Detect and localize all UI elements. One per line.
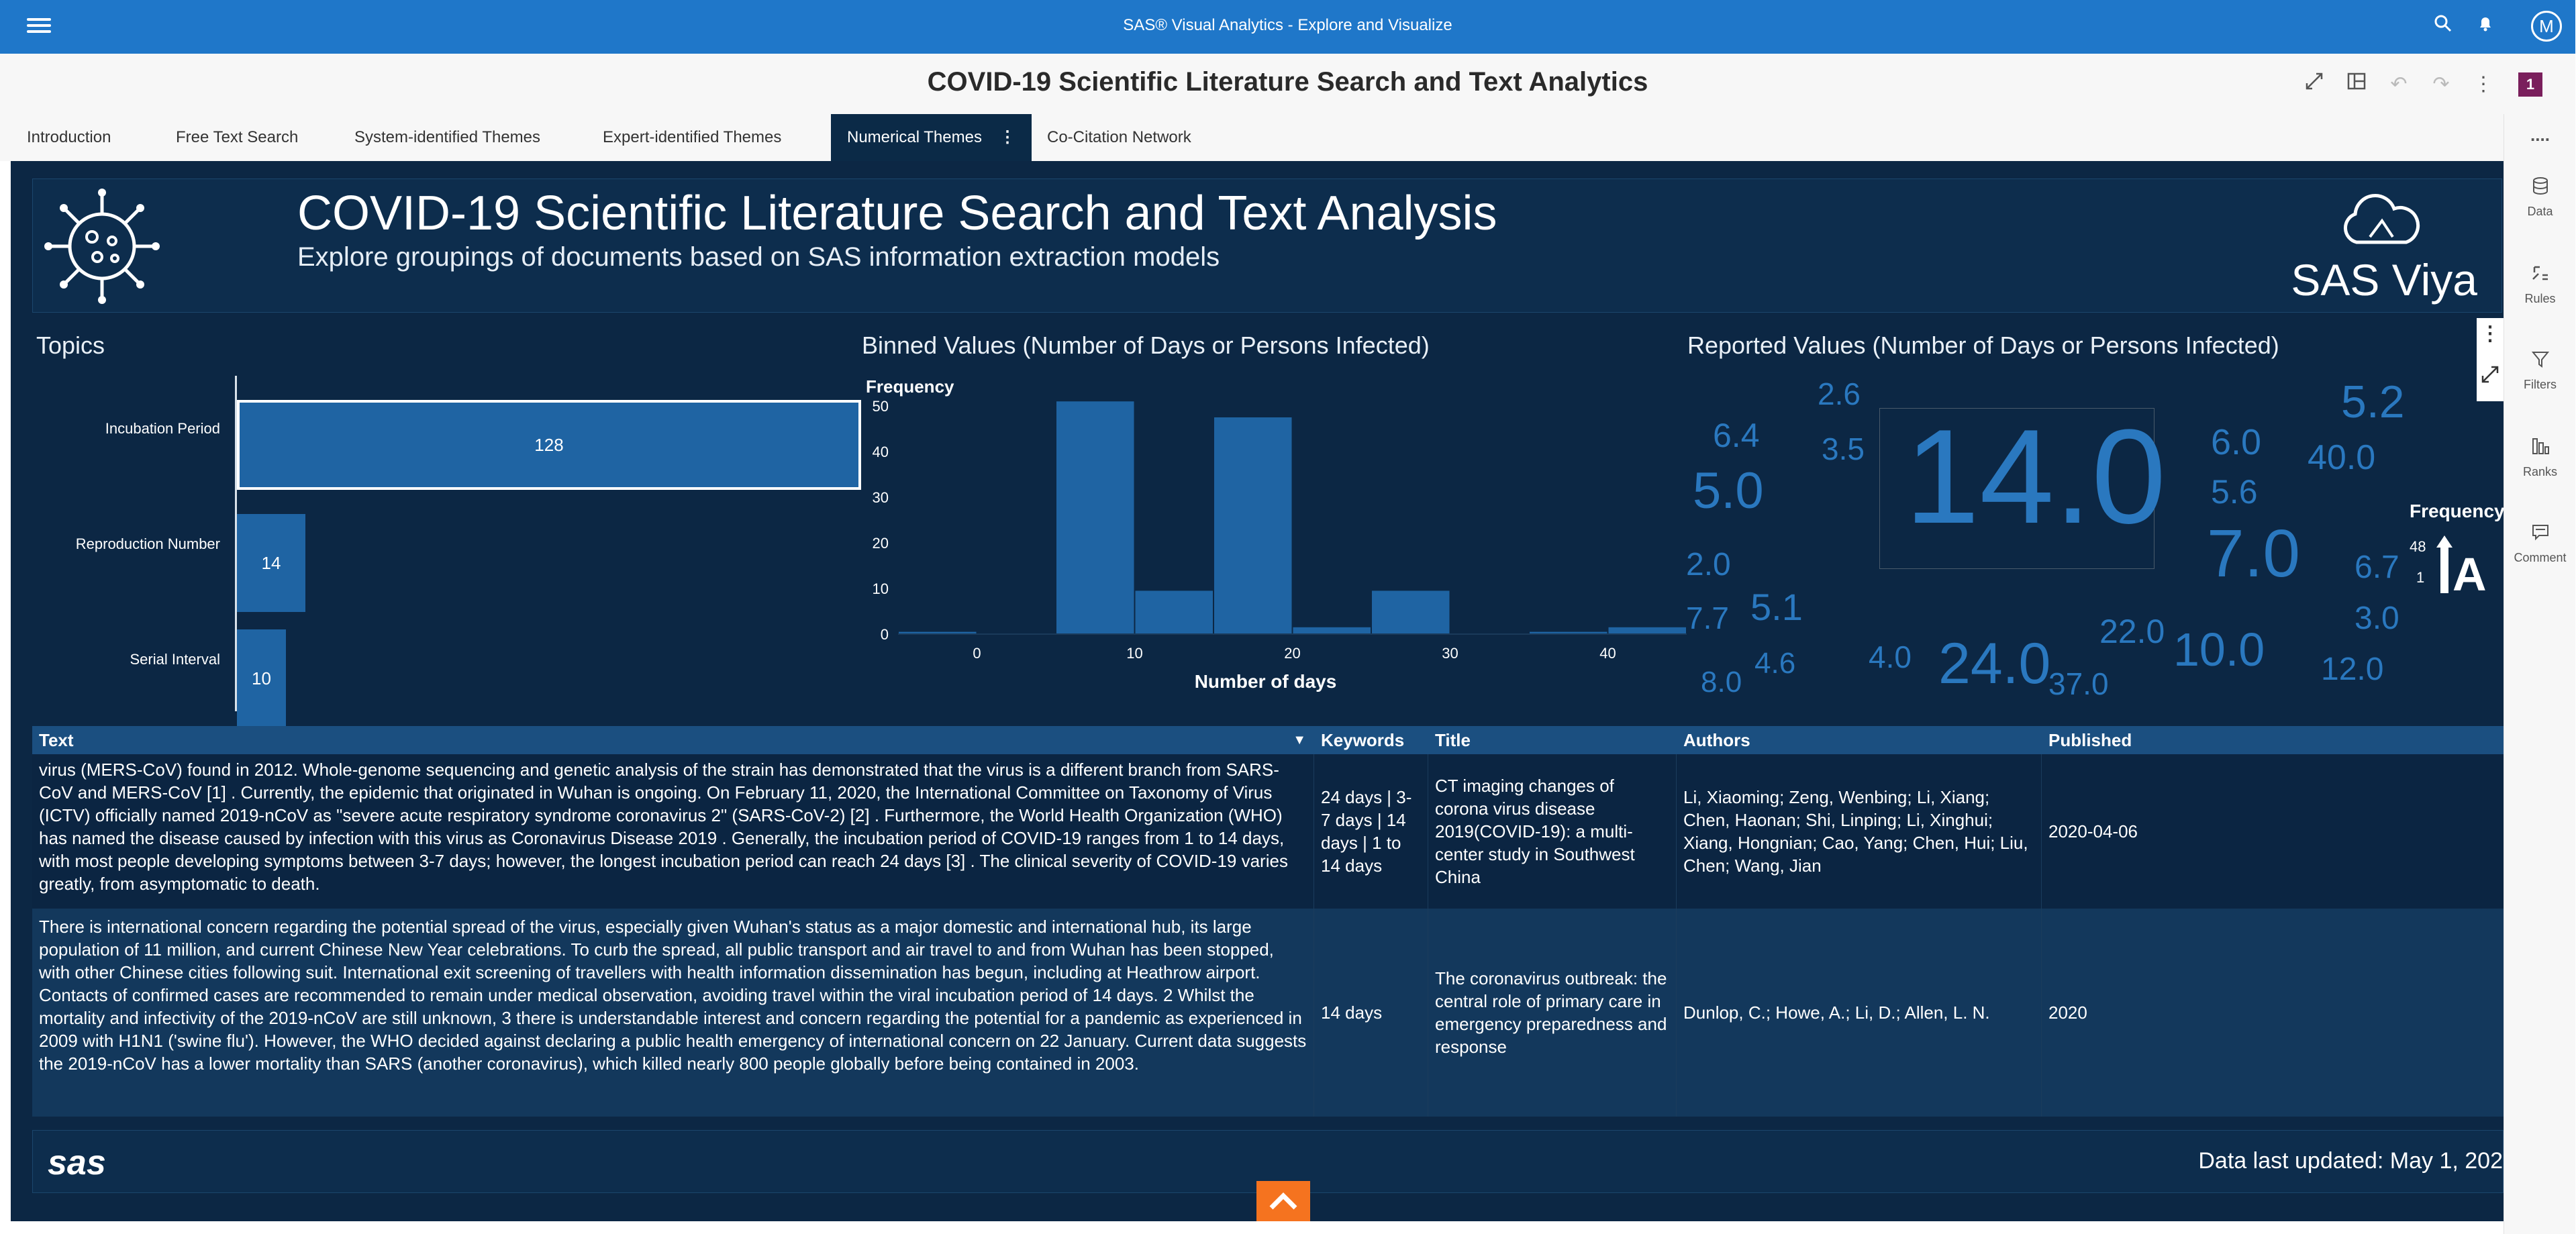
title-value: CT imaging changes of corona virus disease 2019(COVID-19): a multi-center study in Southwest China bbox=[1435, 776, 1635, 887]
topics-bar-chart[interactable] bbox=[32, 376, 864, 725]
right-rail bbox=[2504, 114, 2575, 1234]
frequency-legend-title: Frequency bbox=[2410, 501, 2505, 521]
chevron-up-icon bbox=[1256, 1181, 1310, 1221]
topics-title: Topics bbox=[36, 331, 105, 359]
expand-icon[interactable] bbox=[2301, 71, 2328, 98]
bar-serial-interval[interactable] bbox=[237, 629, 286, 727]
rail-label: Ranks bbox=[2522, 465, 2558, 478]
word-10-0[interactable]: 10.0 bbox=[2173, 623, 2265, 676]
bar-value: 10 bbox=[252, 668, 271, 688]
x-tick-label: 10 bbox=[1126, 645, 1143, 662]
app-title: SAS® Visual Analytics - Explore and Visualize bbox=[1123, 16, 1452, 34]
scroll-up-button[interactable] bbox=[1256, 1181, 1310, 1221]
bar-incubation-period[interactable] bbox=[237, 400, 861, 490]
word-4-0[interactable]: 4.0 bbox=[1869, 639, 1912, 674]
bar-value: 128 bbox=[534, 435, 564, 455]
histogram-bar[interactable] bbox=[1372, 590, 1450, 634]
data-updated-text: Data last updated: May 1, 202 bbox=[2198, 1148, 2503, 1174]
col-text-label: Text bbox=[39, 730, 74, 750]
tab-label: Numerical Themes bbox=[847, 128, 982, 146]
documents-table bbox=[32, 726, 2504, 1127]
col-published[interactable]: Published bbox=[2048, 730, 2132, 750]
rail-filters[interactable] bbox=[2504, 349, 2576, 392]
y-tick-label: 30 bbox=[872, 489, 889, 506]
word-5-1[interactable]: 5.1 bbox=[1750, 586, 1803, 628]
sas-viya-logo: SAS Viya bbox=[2291, 255, 2477, 305]
cell-keywords bbox=[1314, 909, 1428, 1117]
x-tick-label: 30 bbox=[1442, 645, 1458, 662]
word-37-0[interactable]: 37.0 bbox=[2048, 666, 2109, 701]
bar-label-serial: Serial Interval bbox=[130, 651, 220, 668]
redo-icon[interactable]: ↷ bbox=[2432, 73, 2450, 95]
report-title: COVID-19 Scientific Literature Search and Text Analytics bbox=[927, 67, 1648, 97]
word-6-0[interactable]: 6.0 bbox=[2211, 422, 2262, 462]
object-more-icon[interactable]: ⋮ bbox=[2480, 323, 2500, 345]
reported-title: Reported Values (Number of Days or Persons Infected) bbox=[1687, 331, 2279, 359]
dashboard-canvas bbox=[11, 161, 2504, 1221]
rail-data[interactable] bbox=[2504, 176, 2576, 219]
table-header bbox=[32, 726, 2504, 754]
y-tick-label: 0 bbox=[880, 626, 889, 643]
cloud-logo-icon bbox=[2336, 190, 2424, 250]
comment-icon bbox=[2504, 522, 2576, 547]
font-size-legend-icon bbox=[2435, 534, 2487, 601]
word-5-6[interactable]: 5.6 bbox=[2211, 473, 2258, 511]
undo-icon[interactable]: ↶ bbox=[2390, 73, 2408, 95]
x-tick-label: 0 bbox=[973, 645, 981, 662]
rules-icon bbox=[2504, 263, 2576, 288]
word-14-0[interactable]: 14.0 bbox=[1905, 402, 2167, 552]
word-2-6[interactable]: 2.6 bbox=[1818, 376, 1861, 411]
rail-label: Comment bbox=[2514, 551, 2567, 564]
tab-expert-identified-themes[interactable]: Expert-identified Themes bbox=[603, 128, 782, 146]
maximize-icon[interactable] bbox=[2481, 365, 2499, 384]
word-22-0[interactable]: 22.0 bbox=[2099, 613, 2165, 650]
sas-logo: sas bbox=[48, 1143, 106, 1182]
word-7-7[interactable]: 7.7 bbox=[1686, 601, 1729, 635]
cell-title bbox=[1428, 909, 1677, 1117]
data-icon bbox=[2504, 176, 2576, 201]
dashboard-title: COVID-19 Scientific Literature Search and Text Analysis bbox=[297, 187, 1497, 240]
cell-authors bbox=[1677, 754, 2042, 909]
more-icon[interactable]: ⋮ bbox=[2473, 73, 2493, 95]
col-authors[interactable]: Authors bbox=[1683, 730, 1750, 750]
page-badge[interactable]: 1 bbox=[2518, 72, 2542, 97]
tab-more-icon[interactable]: ⋮ bbox=[999, 128, 1015, 146]
y-tick-label: 10 bbox=[872, 580, 889, 597]
bar-label-incubation: Incubation Period bbox=[105, 420, 220, 437]
histogram-bar[interactable] bbox=[1214, 417, 1292, 634]
word-5-0[interactable]: 5.0 bbox=[1693, 462, 1764, 519]
y-tick-label: 40 bbox=[872, 444, 889, 460]
cell-text: There is international concern regarding the potential spread of the virus, especially given Wuhan's status as a major domestic and international hub, its large population of 11 million, and current Chinese New Year celebrations. To curb the spread, all public transport and air travel to and from Wuhan has been stopped, with other Chinese cities following suit. International exit screening of travellers with health information dissemination has begun, including at Heathrow airport. Contacts of confirmed cases are recommended to remain under medical observation, avoiding travel within the viral incubation period of 14 days. 2 Whilst the mortality and infectivity of the 2019-nCoV are still unknown, 3 there is understandable interest and concern regarding the potential for a pandemic as experienced in 2009 with H1N1 ('swine flu'). However, the WHO decided against declaring a public health emergency of international concern on 22 January. Current data suggests the 2019-nCoV has a lower mortality than SARS (another coronavirus), which killed nearly 800 people globally before being contained in 2003. bbox=[32, 909, 1314, 1117]
app-bar bbox=[0, 0, 2575, 54]
report-tabs bbox=[0, 114, 2504, 161]
rail-ranks[interactable] bbox=[2504, 436, 2576, 479]
title-value: The coronavirus outbreak: the central role of primary care in emergency preparedness and response bbox=[1435, 968, 1667, 1057]
word-40-0[interactable]: 40.0 bbox=[2308, 438, 2376, 477]
cell-keywords bbox=[1314, 754, 1428, 909]
cell-published bbox=[2042, 754, 2504, 909]
word-3-0[interactable]: 3.0 bbox=[2355, 601, 2399, 636]
filter-icon bbox=[2504, 349, 2576, 374]
word-7-0[interactable]: 7.0 bbox=[2207, 516, 2301, 591]
x-tick-label: 20 bbox=[1284, 645, 1301, 662]
dashboard-subtitle: Explore groupings of documents based on SAS information extraction models bbox=[297, 242, 1220, 272]
rail-label: Filters bbox=[2524, 378, 2557, 391]
reported-word-cloud[interactable] bbox=[1683, 376, 2502, 725]
dashboard-header bbox=[32, 178, 2502, 313]
histogram-bar[interactable] bbox=[1136, 590, 1213, 634]
keywords-value: 24 days | 3-7 days | 14 days | 1 to 14 days bbox=[1321, 787, 1412, 876]
search-icon[interactable] bbox=[2430, 13, 2457, 40]
avatar[interactable]: M bbox=[2531, 11, 2562, 42]
rail-label: Data bbox=[2527, 205, 2553, 218]
word-8-0[interactable]: 8.0 bbox=[1701, 666, 1742, 699]
tab-free-text-search[interactable]: Free Text Search bbox=[176, 128, 299, 146]
published-value: 2020 bbox=[2048, 1002, 2087, 1023]
svg-text:A: A bbox=[2453, 548, 2487, 601]
sort-desc-icon[interactable]: ▼ bbox=[1293, 733, 1306, 748]
word-6-7[interactable]: 6.7 bbox=[2355, 550, 2399, 585]
legend-min: 1 bbox=[2416, 569, 2425, 586]
tab-co-citation-network[interactable]: Co-Citation Network bbox=[1047, 128, 1191, 146]
cell-title bbox=[1428, 754, 1677, 909]
keywords-value: 14 days bbox=[1321, 1002, 1383, 1023]
rail-label: Rules bbox=[2524, 292, 2556, 305]
tab-introduction[interactable]: Introduction bbox=[27, 128, 111, 146]
cell-text: virus (MERS-CoV) found in 2012. Whole-genome sequencing and genetic analysis of the strain has demonstrated that the virus is a different branch from SARS-CoV and MERS-CoV [1] . Currently, the epidemic that originated in Wuhan is ongoing. On February 11, 2020, the International Committee on Taxonomy of Virus (ICTV) officially named 2019-nCoV as "severe acute respiratory syndrome coronavirus 2" (SARS-CoV-2) [2] . Furthermore, the World Health Organization (WHO) has named the disease caused by infection with this virus as Coronavirus Disease 2019 . Generally, the incubation period of COVID-19 ranges from 1 to 14 days, with most people developing symptoms between 3-7 days; however, the longest incubation period can reach 24 days [3] . The clinical severity of COVID-19 varies greatly, from asymptomatic to death. bbox=[32, 754, 1314, 909]
cell-published bbox=[2042, 909, 2504, 1117]
legend-max: 48 bbox=[2410, 538, 2426, 555]
bar-label-reproduction: Reproduction Number bbox=[75, 535, 220, 552]
table-row[interactable] bbox=[32, 754, 2504, 909]
object-toolbar bbox=[2477, 318, 2504, 401]
col-text[interactable] bbox=[32, 726, 1314, 754]
bell-icon[interactable] bbox=[2472, 13, 2499, 40]
x-tick-label: 40 bbox=[1599, 645, 1616, 662]
histogram-bar[interactable] bbox=[1056, 401, 1134, 634]
rail-rules[interactable] bbox=[2504, 263, 2576, 306]
histogram-bar[interactable] bbox=[1293, 627, 1371, 634]
virus-icon bbox=[38, 186, 166, 307]
authors-value: Li, Xiaoming; Zeng, Wenbing; Li, Xiang; Chen, Haonan; Shi, Linping; Li, Xinghui; Xiang, Hongnian; Cao, Yang; Chen, Hui; Liu, Chen; Wang, Jian bbox=[1683, 787, 2028, 876]
y-tick-label: 50 bbox=[872, 398, 889, 415]
col-title[interactable]: Title bbox=[1435, 730, 1471, 750]
word-3-5[interactable]: 3.5 bbox=[1822, 431, 1865, 466]
histogram-svg bbox=[858, 366, 1690, 728]
cell-authors bbox=[1677, 909, 2042, 1117]
published-value: 2020-04-06 bbox=[2048, 821, 2138, 841]
table-row[interactable] bbox=[32, 909, 2504, 1117]
rail-more-icon[interactable]: .... bbox=[2530, 125, 2550, 145]
word-5-2[interactable]: 5.2 bbox=[2341, 376, 2405, 427]
bar-value: 14 bbox=[261, 553, 281, 573]
binned-histogram[interactable] bbox=[858, 366, 1690, 728]
word-24-0[interactable]: 24.0 bbox=[1938, 631, 2051, 696]
report-title-bar bbox=[0, 54, 2575, 114]
binned-title: Binned Values (Number of Days or Persons Infected) bbox=[862, 331, 1430, 359]
y-axis-label: Frequency bbox=[866, 376, 954, 397]
word-4-6[interactable]: 4.6 bbox=[1754, 647, 1796, 680]
x-axis-label: Number of days bbox=[1194, 671, 1337, 692]
word-6-4[interactable]: 6.4 bbox=[1713, 417, 1760, 454]
y-tick-label: 20 bbox=[872, 535, 889, 552]
col-keywords[interactable]: Keywords bbox=[1321, 730, 1405, 750]
word-2-0[interactable]: 2.0 bbox=[1686, 547, 1731, 582]
tab-system-identified-themes[interactable]: System-identified Themes bbox=[354, 128, 541, 146]
ranks-icon bbox=[2504, 436, 2576, 461]
word-12-0[interactable]: 12.0 bbox=[2321, 652, 2384, 687]
authors-value: Dunlop, C.; Howe, A.; Li, D.; Allen, L. N. bbox=[1683, 1002, 1990, 1023]
tab-numerical-themes[interactable] bbox=[831, 114, 1032, 161]
rail-comment[interactable] bbox=[2504, 522, 2576, 565]
bar-reproduction-number[interactable] bbox=[237, 514, 305, 612]
histogram-bar[interactable] bbox=[1609, 627, 1687, 634]
layout-icon[interactable] bbox=[2343, 71, 2370, 98]
